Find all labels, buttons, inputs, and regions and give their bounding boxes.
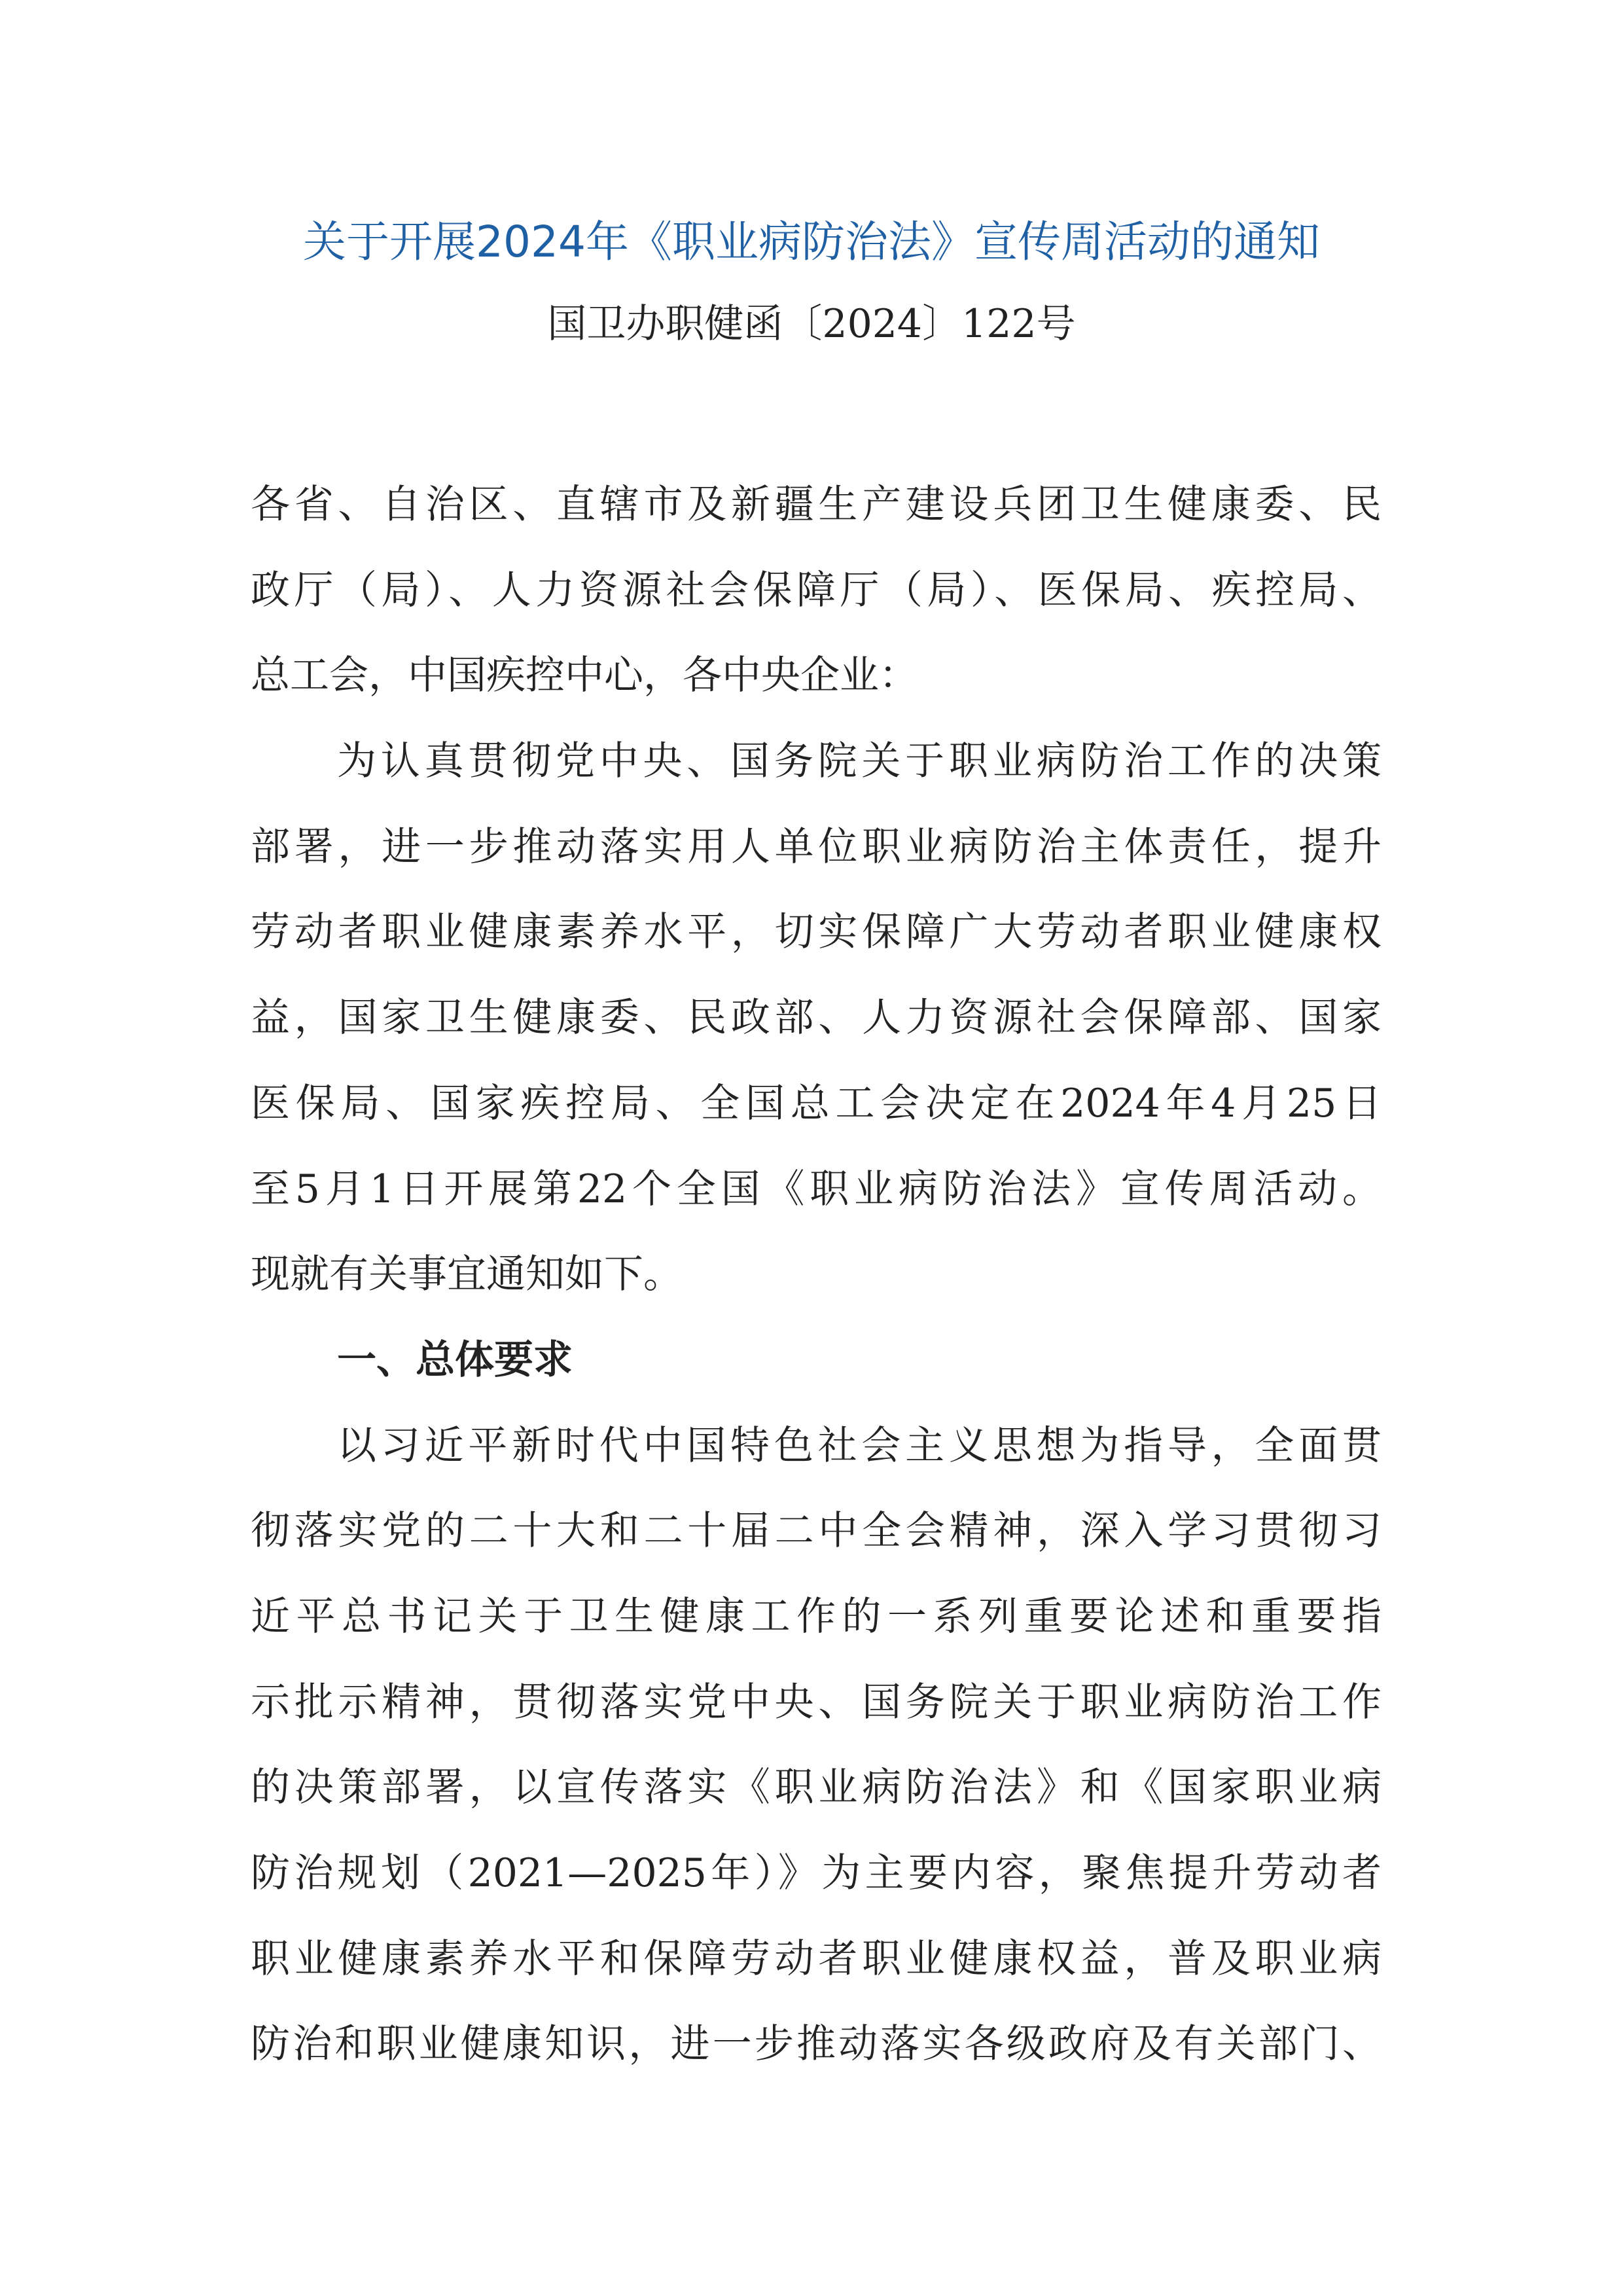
- recipient-line-2: 政厅（局）、人力资源社会保障厅（局）、医保局、疾控局、: [251, 567, 1382, 613]
- paragraph-line: 示批示精神，贯彻落实党中央、国务院关于职业病防治工作: [251, 1679, 1382, 1725]
- recipient-line-1: 各省、自治区、直辖市及新疆生产建设兵团卫生健康委、民: [251, 482, 1382, 528]
- paragraph-line: 近平总书记关于卫生健康工作的一系列重要论述和重要指: [251, 1593, 1382, 1640]
- recipient-line-3: 总工会，中国疾控中心，各中央企业：: [251, 653, 918, 699]
- paragraph-line: 以习近平新时代中国特色社会主义思想为指导，全面贯: [337, 1422, 1382, 1469]
- paragraph-line: 部署，进一步推动落实用人单位职业病防治主体责任，提升: [251, 823, 1382, 870]
- paragraph-line: 至5月1日开展第22个全国《职业病防治法》宣传周活动。: [251, 1166, 1382, 1212]
- paragraph-line: 防治和职业健康知识，进一步推动落实各级政府及有关部门、: [251, 2021, 1382, 2068]
- paragraph-line: 现就有关事宜通知如下。: [251, 1251, 683, 1298]
- paragraph-line: 彻落实党的二十大和二十届二中全会精神，深入学习贯彻习: [251, 1508, 1382, 1554]
- paragraph-line: 为认真贯彻党中央、国务院关于职业病防治工作的决策: [337, 738, 1382, 785]
- paragraph-line: 益，国家卫生健康委、民政部、人力资源社会保障部、国家: [251, 995, 1382, 1041]
- paragraph-line: 医保局、国家疾控局、全国总工会决定在2024年4月25日: [251, 1080, 1382, 1126]
- paragraph-line: 劳动者职业健康素养水平，切实保障广大劳动者职业健康权: [251, 909, 1382, 956]
- document-title: 关于开展2024年《职业病防治法》宣传周活动的通知: [303, 217, 1320, 267]
- paragraph-line: 职业健康素养水平和保障劳动者职业健康权益，普及职业病: [251, 1935, 1382, 1982]
- section-heading: 一、总体要求: [337, 1336, 573, 1383]
- document-body: [251, 462, 1382, 2087]
- document-number: 国卫办职健函〔2024〕122号: [547, 301, 1076, 347]
- paragraph-line: 防治规划（2021—2025年）》为主要内容，聚焦提升劳动者: [251, 1850, 1382, 1896]
- paragraph-line: 的决策部署，以宣传落实《职业病防治法》和《国家职业病: [251, 1765, 1382, 1811]
